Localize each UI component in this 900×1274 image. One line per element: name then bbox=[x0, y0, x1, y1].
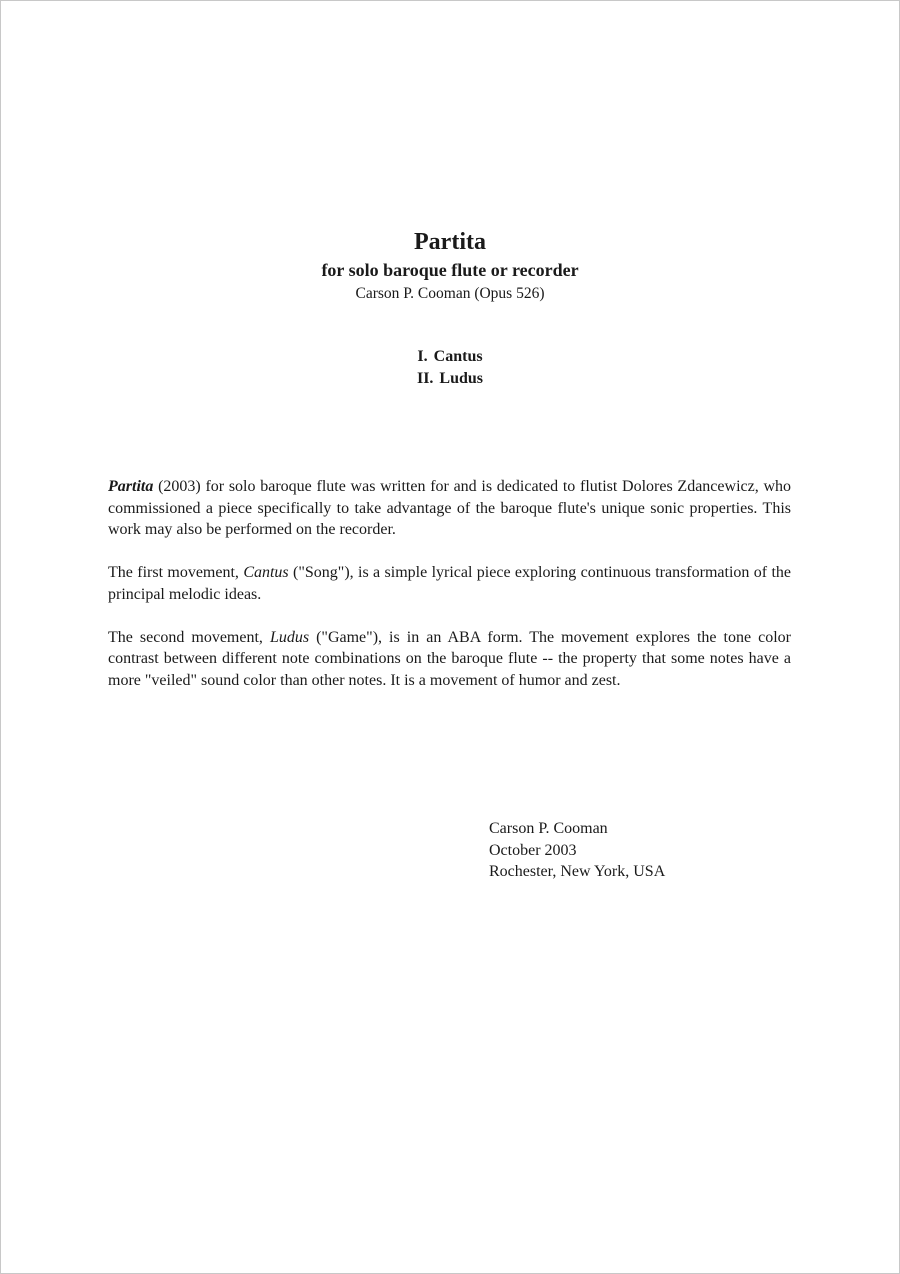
notes-text: ("Game"), is in an ABA form. The movement explores the tone color contrast between different note combinations on the baroque flute -- the property that some notes have a more "veiled" sound color than other notes. It is a movement of humor and zest. bbox=[108, 628, 791, 689]
movement-name-italic: Ludus bbox=[269, 628, 310, 646]
signature-block bbox=[489, 818, 665, 883]
subtitle: for solo baroque flute or recorder bbox=[321, 260, 579, 280]
page-title: Partita bbox=[414, 229, 486, 255]
movement-numeral: II. bbox=[416, 370, 434, 387]
movement-numeral: I. bbox=[417, 348, 428, 365]
movement-item bbox=[0, 368, 900, 390]
notes-paragraph-3 bbox=[108, 627, 791, 692]
notes-text: The second movement, bbox=[108, 628, 270, 646]
composer-line: Carson P. Cooman (Opus 526) bbox=[355, 285, 545, 302]
notes-text: (2003) for solo baroque flute was written for and is dedicated to flutist Dolores Zdancewicz, who commissioned a piece specifically to take advantage of the baroque flute's unique sonic properties. This work may also be performed on the recorder. bbox=[108, 478, 791, 538]
signature-name: Carson P. Cooman bbox=[489, 820, 608, 837]
signature-date: October 2003 bbox=[489, 841, 577, 859]
movement-name: Ludus bbox=[439, 370, 484, 387]
title-block bbox=[0, 226, 900, 305]
movement-list bbox=[0, 346, 900, 390]
notes-paragraph-2 bbox=[108, 562, 791, 605]
movement-name: Cantus bbox=[433, 348, 483, 365]
signature-place: Rochester, New York, USA bbox=[489, 863, 666, 880]
notes-text: ("Song"), is a simple lyrical piece exploring continuous transformation of the principal melodic ideas. bbox=[108, 564, 792, 603]
notes-paragraph-1 bbox=[108, 476, 791, 541]
work-title: Partita bbox=[108, 478, 154, 495]
notes-text: The first movement, bbox=[108, 564, 244, 581]
program-notes bbox=[108, 476, 791, 713]
movement-name-italic: Cantus bbox=[243, 564, 289, 581]
movement-item bbox=[0, 346, 900, 368]
